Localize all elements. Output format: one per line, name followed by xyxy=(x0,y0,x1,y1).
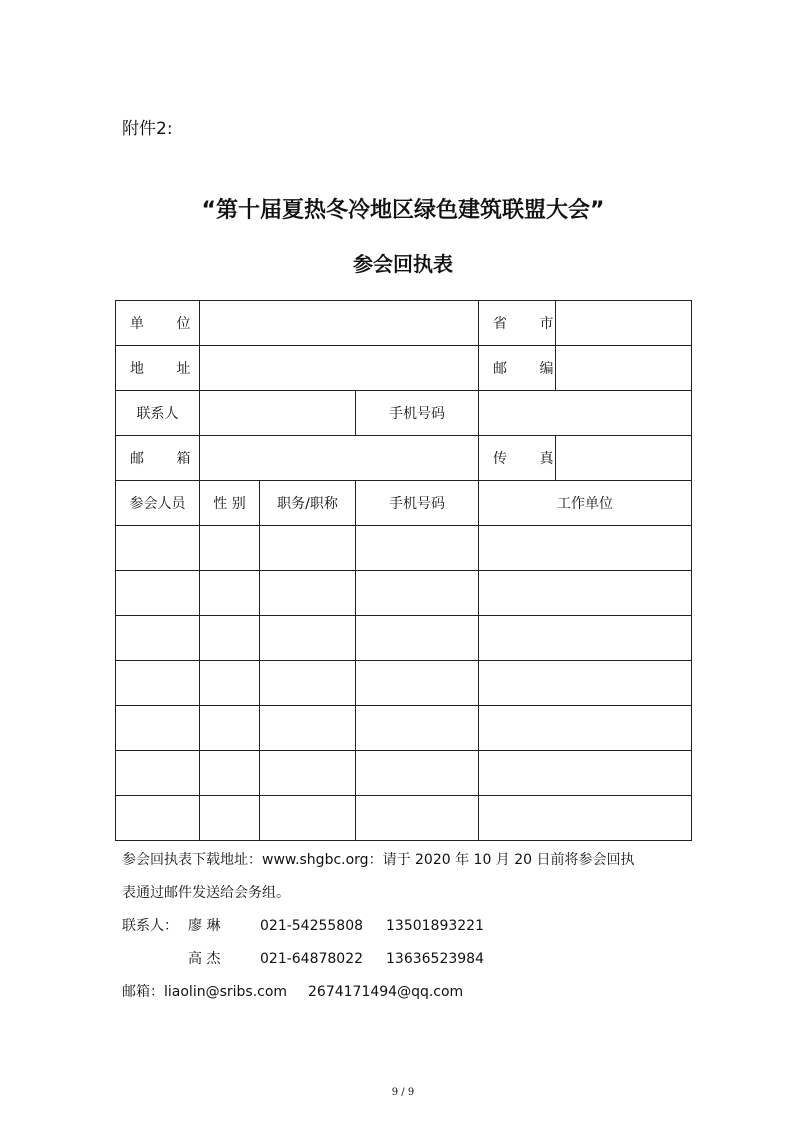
contact-line-2 xyxy=(122,943,702,976)
contact-label: 联系人： xyxy=(122,918,178,934)
email-line xyxy=(122,976,702,1009)
attendee-name-cell[interactable] xyxy=(116,706,200,751)
contact-field[interactable] xyxy=(200,391,356,436)
attendee-work-unit-cell[interactable] xyxy=(479,706,692,751)
attendee-position-cell[interactable] xyxy=(260,616,356,661)
contact-mobile: 13501893221 xyxy=(386,918,484,934)
form-row-contact xyxy=(116,391,692,436)
contact-mobile: 13636523984 xyxy=(386,951,484,967)
attendee-gender-cell[interactable] xyxy=(200,796,260,841)
email-address-1[interactable]: liaolin@sribs.com xyxy=(164,984,288,1000)
attendee-mobile-cell[interactable] xyxy=(356,571,479,616)
contact-name: 高 杰 xyxy=(188,951,221,967)
attendee-position-cell[interactable] xyxy=(260,571,356,616)
email-field[interactable] xyxy=(200,436,479,481)
attendee-row xyxy=(116,706,692,751)
notes-section xyxy=(122,844,702,1009)
attendee-name-cell[interactable] xyxy=(116,526,200,571)
email-address-2[interactable]: 2674171494@qq.com xyxy=(308,984,464,1000)
attendee-mobile-cell[interactable] xyxy=(356,661,479,706)
page-number: 9 / 9 xyxy=(391,1087,415,1098)
document-title: “第十届夏热冬冷地区绿色建筑联盟大会” xyxy=(201,198,605,223)
attendee-work-unit-cell[interactable] xyxy=(479,796,692,841)
document-subtitle: 参会回执表 xyxy=(353,252,453,276)
contact-label: 联系人 xyxy=(116,391,200,436)
mobile-label: 手机号码 xyxy=(356,391,479,436)
form-row-address xyxy=(116,346,692,391)
province-city-label: 省 市 xyxy=(479,301,556,346)
attendee-position-cell[interactable] xyxy=(260,796,356,841)
fax-field[interactable] xyxy=(556,436,692,481)
attendee-work-unit-cell[interactable] xyxy=(479,661,692,706)
header-work-unit: 工作单位 xyxy=(479,481,692,526)
unit-label: 单 位 xyxy=(116,301,200,346)
fax-label: 传 真 xyxy=(479,436,556,481)
attendee-header-row xyxy=(116,481,692,526)
attendee-mobile-cell[interactable] xyxy=(356,526,479,571)
attendee-row xyxy=(116,796,692,841)
email-label: 邮箱： xyxy=(122,984,164,1000)
unit-field[interactable] xyxy=(200,301,479,346)
attendee-work-unit-cell[interactable] xyxy=(479,526,692,571)
attendee-gender-cell[interactable] xyxy=(200,616,260,661)
header-mobile: 手机号码 xyxy=(356,481,479,526)
form-row-unit xyxy=(116,301,692,346)
attendee-work-unit-cell[interactable] xyxy=(479,571,692,616)
attendee-row xyxy=(116,526,692,571)
attendee-position-cell[interactable] xyxy=(260,661,356,706)
mobile-field[interactable] xyxy=(479,391,692,436)
attendee-position-cell[interactable] xyxy=(260,751,356,796)
download-note: 参会回执表下载地址：www.shgbc.org：请于 2020 年 10 月 20 日前将参会回执 xyxy=(122,852,635,868)
header-position: 职务/职称 xyxy=(260,481,356,526)
attendee-name-cell[interactable] xyxy=(116,571,200,616)
header-gender: 性 别 xyxy=(200,481,260,526)
attendee-mobile-cell[interactable] xyxy=(356,616,479,661)
address-field[interactable] xyxy=(200,346,479,391)
attendee-name-cell[interactable] xyxy=(116,661,200,706)
attendee-name-cell[interactable] xyxy=(116,796,200,841)
contact-phone: 021-54255808 xyxy=(260,918,364,934)
attendee-name-cell[interactable] xyxy=(116,616,200,661)
postcode-label: 邮 编 xyxy=(479,346,556,391)
attendee-position-cell[interactable] xyxy=(260,526,356,571)
attendee-mobile-cell[interactable] xyxy=(356,706,479,751)
attendee-row xyxy=(116,571,692,616)
contact-phone: 021-64878022 xyxy=(260,951,364,967)
attendee-gender-cell[interactable] xyxy=(200,706,260,751)
contact-name: 廖 琳 xyxy=(188,918,221,934)
attendee-gender-cell[interactable] xyxy=(200,571,260,616)
attendee-row xyxy=(116,661,692,706)
registration-form-table xyxy=(115,300,692,841)
attendee-mobile-cell[interactable] xyxy=(356,796,479,841)
attendee-row xyxy=(116,751,692,796)
attendee-gender-cell[interactable] xyxy=(200,751,260,796)
header-attendee: 参会人员 xyxy=(116,481,200,526)
province-city-field[interactable] xyxy=(556,301,692,346)
attendee-work-unit-cell[interactable] xyxy=(479,616,692,661)
address-label: 地 址 xyxy=(116,346,200,391)
attendee-position-cell[interactable] xyxy=(260,706,356,751)
attendee-gender-cell[interactable] xyxy=(200,661,260,706)
form-row-email xyxy=(116,436,692,481)
attendee-work-unit-cell[interactable] xyxy=(479,751,692,796)
attendee-gender-cell[interactable] xyxy=(200,526,260,571)
contact-line-1 xyxy=(122,910,702,943)
email-label: 邮 箱 xyxy=(116,436,200,481)
attendee-mobile-cell[interactable] xyxy=(356,751,479,796)
attendee-name-cell[interactable] xyxy=(116,751,200,796)
attachment-label: 附件2: xyxy=(122,119,173,139)
attendee-row xyxy=(116,616,692,661)
postcode-field[interactable] xyxy=(556,346,692,391)
submit-note: 表通过邮件发送给会务组。 xyxy=(122,885,290,901)
